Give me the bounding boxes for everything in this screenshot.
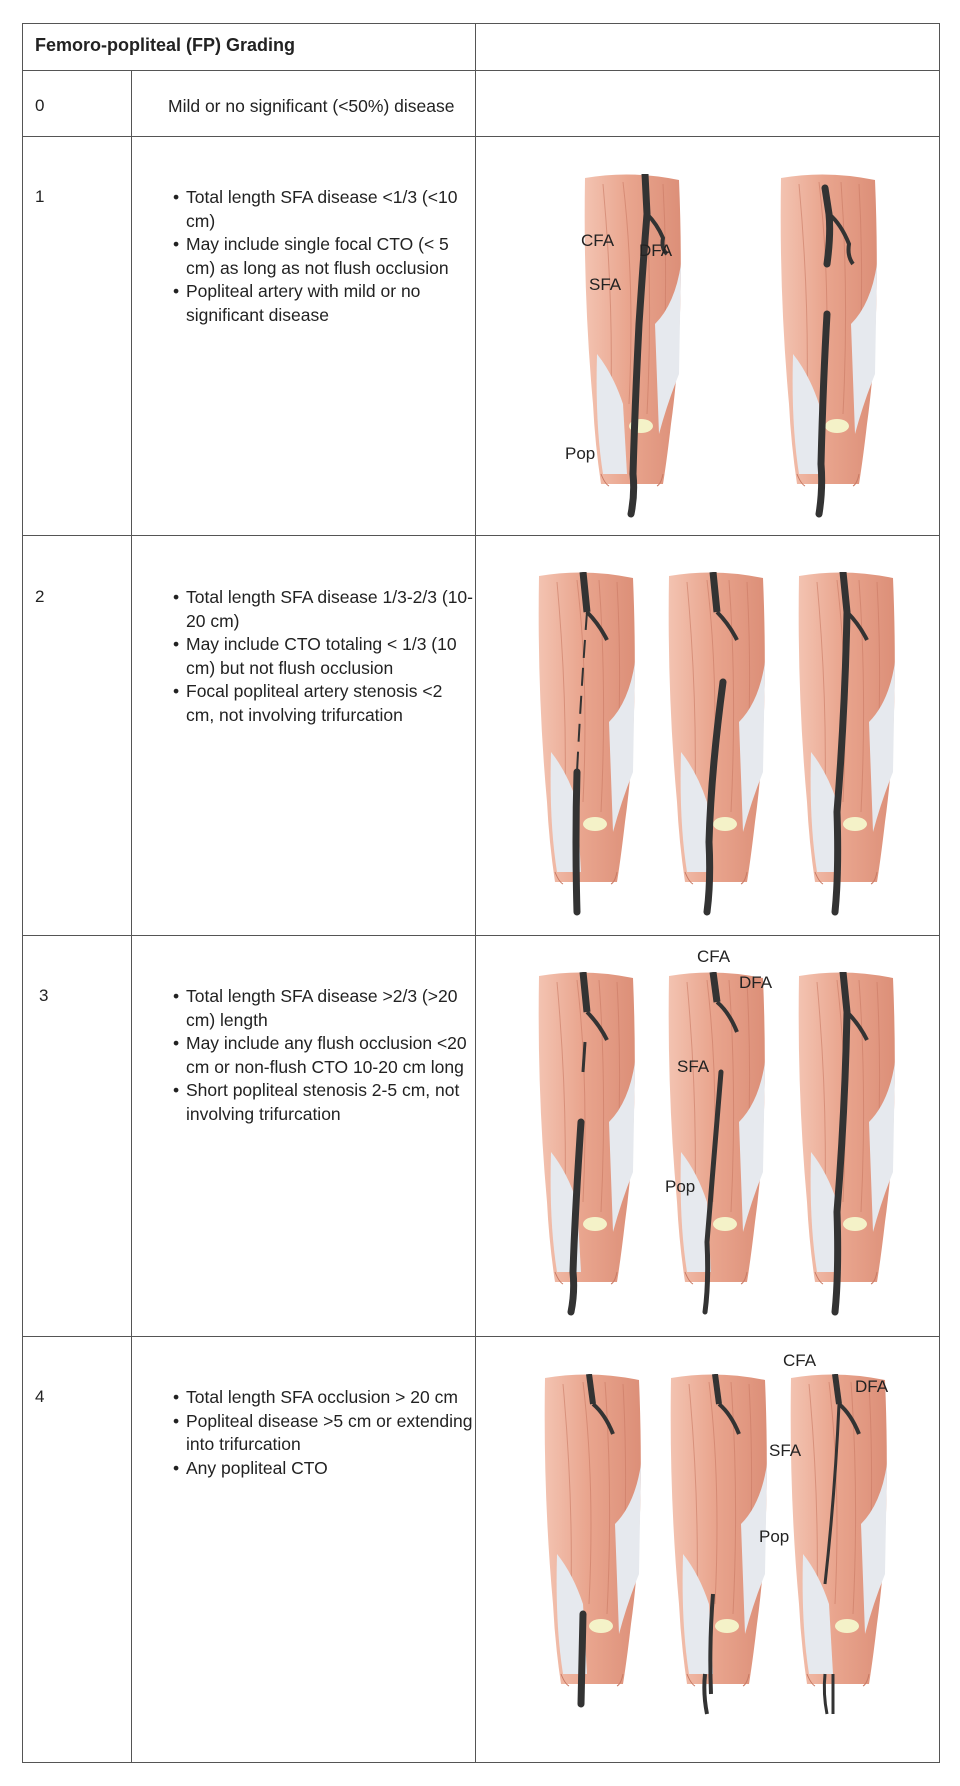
bullet-item: • Total length SFA disease >2/3 (>20 cm) length <box>173 986 458 1030</box>
grade-1-number: 1 <box>35 187 45 206</box>
grade-4-number: 4 <box>35 1387 45 1406</box>
label-sfa: SFA <box>769 1441 802 1460</box>
bullet-item: • Any popliteal CTO <box>173 1457 328 1478</box>
bullet-item: • Popliteal artery with mild or no significant disease <box>173 281 421 325</box>
grade-4-description <box>173 1386 478 1480</box>
col-divider-2 <box>475 24 476 1762</box>
leg-illustration <box>537 972 647 1317</box>
row-divider <box>23 136 939 137</box>
leg-illustration <box>669 1374 779 1719</box>
label-dfa: DFA <box>739 973 773 992</box>
bullet-item: • May include any flush occlusion <20 cm or non-flush CTO 10-20 cm long <box>173 1033 467 1077</box>
grade-2-description <box>173 586 473 727</box>
label-cfa: CFA <box>581 231 615 250</box>
bullet-item: • Short popliteal stenosis 2-5 cm, not involving trifurcation <box>173 1080 460 1124</box>
grade-3-description <box>173 985 478 1126</box>
bullet-item: • Focal popliteal artery stenosis <2 cm, not involving trifurcation <box>173 681 443 725</box>
label-dfa: DFA <box>855 1377 889 1396</box>
leg-labels-grade-3 <box>663 944 783 1196</box>
leg-illustration <box>797 572 907 917</box>
label-pop: Pop <box>665 1177 696 1196</box>
grade-2-number: 2 <box>35 587 45 606</box>
bullet-item: • Popliteal disease >5 cm or extending into trifurcation <box>173 1410 473 1454</box>
bullet-item: • Total length SFA disease 1/3-2/3 (10-20 cm) <box>173 587 473 631</box>
col-divider-1 <box>131 70 132 1762</box>
leg-illustration <box>667 572 777 917</box>
row-divider <box>23 70 939 71</box>
bullet-item: • Total length SFA occlusion > 20 cm <box>173 1387 458 1407</box>
leg-illustration <box>537 572 647 917</box>
bullet-item: • May include single focal CTO (< 5 cm) as long as not flush occlusion <box>173 234 449 278</box>
row-divider <box>23 535 939 536</box>
bullet-item: • May include CTO totaling < 1/3 (10 cm) but not flush occlusion <box>173 634 457 678</box>
label-pop: Pop <box>565 444 596 463</box>
leg-illustration <box>779 174 889 519</box>
table-title: Femoro-popliteal (FP) Grading <box>35 35 295 55</box>
grade-3-number: 3 <box>39 986 49 1005</box>
leg-illustration <box>543 1374 653 1719</box>
grading-table <box>22 23 940 1763</box>
label-pop: Pop <box>759 1527 790 1546</box>
row-divider <box>23 1336 939 1337</box>
label-sfa: SFA <box>589 275 622 294</box>
row-divider <box>23 935 939 936</box>
label-cfa: CFA <box>697 947 731 966</box>
leg-labels-grade-1 <box>565 174 791 519</box>
leg-labels-grade-4 <box>759 1344 923 1584</box>
label-sfa: SFA <box>677 1057 710 1076</box>
grade-0-description: Mild or no significant (<50%) disease <box>168 96 455 116</box>
label-cfa: CFA <box>783 1351 817 1370</box>
grade-1-description <box>173 186 473 327</box>
label-dfa: DFA <box>639 241 673 260</box>
leg-illustration <box>797 972 907 1317</box>
grade-0-number: 0 <box>35 96 45 115</box>
bullet-item: • Total length SFA disease <1/3 (<10 cm) <box>173 187 458 231</box>
